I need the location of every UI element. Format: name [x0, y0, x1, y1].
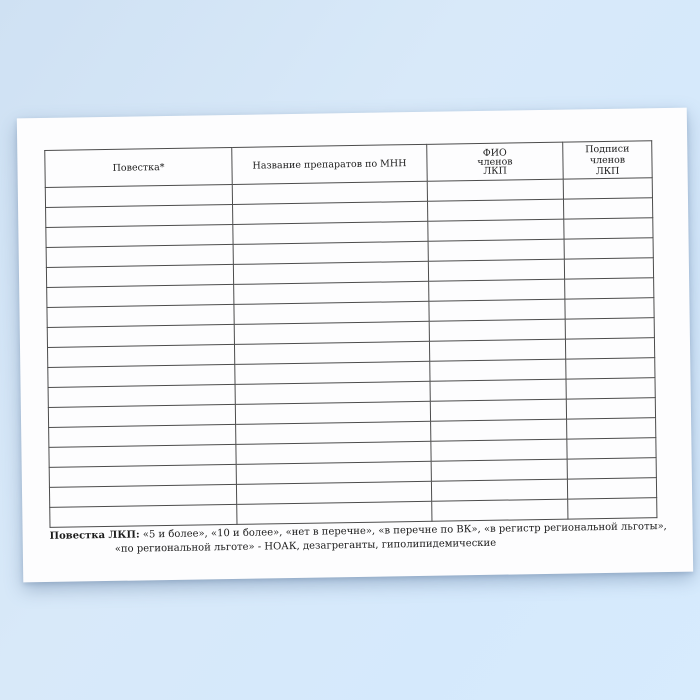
- column-header-label-line: членов: [589, 154, 626, 166]
- empty-cell: [565, 298, 654, 319]
- table-body: [45, 178, 657, 528]
- footnote-label: Повестка ЛКП:: [49, 529, 140, 542]
- column-header-label-line: Подписи: [585, 143, 630, 155]
- empty-cell: [563, 178, 652, 199]
- empty-cell: [568, 498, 657, 519]
- column-header-povestka: [45, 147, 232, 187]
- empty-cell: [567, 418, 656, 439]
- empty-cell: [427, 179, 563, 201]
- column-header-label-line: членов: [477, 155, 513, 168]
- empty-cell: [563, 198, 652, 219]
- empty-cell: [566, 358, 655, 379]
- empty-cell: [564, 218, 653, 239]
- empty-cell: [429, 319, 565, 341]
- empty-cell: [565, 278, 654, 299]
- empty-cell: [431, 439, 567, 461]
- empty-cell: [564, 238, 653, 259]
- empty-cell: [431, 419, 567, 441]
- empty-cell: [566, 378, 655, 399]
- column-header-label-line: ФИО: [482, 147, 507, 159]
- document-page: [17, 108, 693, 583]
- empty-cell: [428, 259, 564, 281]
- empty-cell: [428, 239, 564, 261]
- empty-cell: [428, 219, 564, 241]
- column-header-label: Название препаратов по МНН: [252, 157, 407, 172]
- column-header-label-line: ЛКП: [595, 165, 620, 177]
- footnote-text-1: «5 и более», «10 и более», «нет в перечне», «в перечне по ВК», «в регистр региональной льготы»,: [142, 521, 667, 541]
- empty-cell: [237, 501, 432, 524]
- empty-cell: [430, 359, 566, 381]
- empty-cell: [565, 318, 654, 339]
- empty-cell: [431, 479, 567, 501]
- empty-cell: [566, 398, 655, 419]
- empty-cell: [50, 504, 237, 527]
- empty-cell: [564, 258, 653, 279]
- column-header-drug-name-mnn: [232, 144, 427, 184]
- empty-cell: [432, 499, 568, 521]
- column-header-label: Повестка*: [112, 161, 165, 174]
- empty-cell: [428, 199, 564, 221]
- empty-cell: [429, 299, 565, 321]
- empty-cell: [567, 478, 656, 499]
- lkp-agenda-table: [44, 140, 657, 528]
- empty-cell: [429, 339, 565, 361]
- column-header-label-line: ЛКП: [483, 165, 507, 177]
- empty-cell: [431, 459, 567, 481]
- empty-cell: [430, 399, 566, 421]
- footnote-line-2: «по региональной льготе» - НОАК, дезагреганты, гиполипидемические: [114, 537, 497, 555]
- empty-cell: [430, 379, 566, 401]
- empty-cell: [567, 438, 656, 459]
- empty-cell: [567, 458, 656, 479]
- empty-cell: [565, 338, 654, 359]
- column-header-signatures-members: [563, 141, 653, 179]
- empty-cell: [429, 279, 565, 301]
- column-header-fio-members: [427, 142, 563, 181]
